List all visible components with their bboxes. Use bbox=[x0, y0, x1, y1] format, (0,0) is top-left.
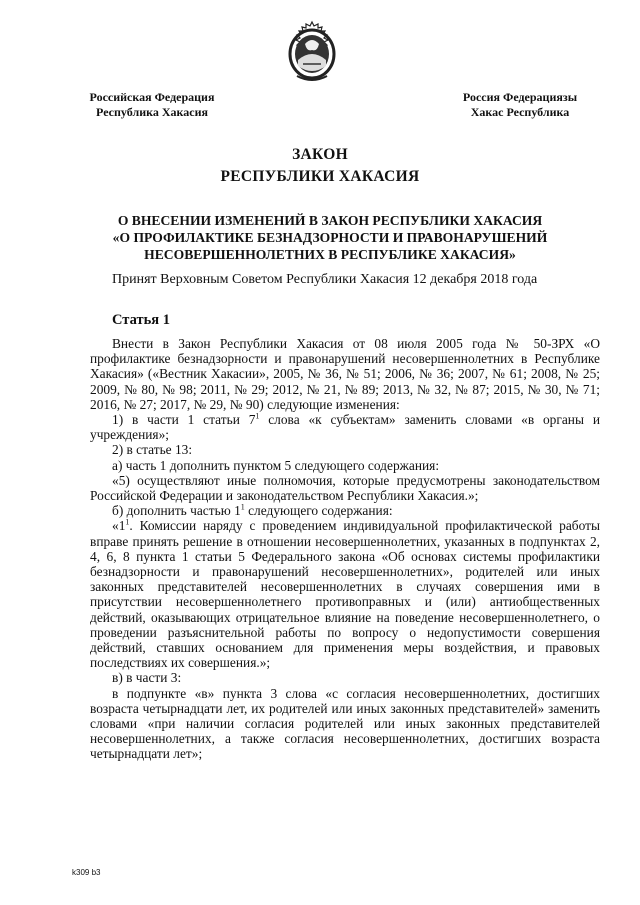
item-1-text-a: 1) в части 1 статьи 7 bbox=[112, 412, 256, 428]
header-left-line1: Российская Федерация bbox=[89, 90, 215, 104]
item-2b-text-a: б) дополнить частью 1 bbox=[112, 503, 241, 519]
header-right-line1: Россия Федерациязы bbox=[462, 90, 578, 104]
intro-paragraph: Внести в Закон Республики Хакасия от 08 июля 2005 года № 50-ЗРХ «О профилактике безнадзорности и правонарушений несовершеннолетних в Республике Хакасия» («Вестник Хакасии», 2005, № 36, № 51; 2006, № 36; 2007, № 61; 2008, № 25; 2009, № 80, № 98; 2011, № 29; 2012, № 21, № 89; 2013, № 32, № 87; 2015, № 30, № 71; 2016, № 27; 2017, № 29, № 90) следующие изменения: bbox=[90, 336, 600, 412]
header-left-line2: Республика Хакасия bbox=[96, 105, 208, 119]
title-line-3: НЕСОВЕРШЕННОЛЕТНИХ В РЕСПУБЛИКЕ ХАКАСИЯ» bbox=[144, 247, 516, 262]
law-subtitle: РЕСПУБЛИКИ ХАКАСИЯ bbox=[220, 168, 420, 185]
footer-code: k309 b3 bbox=[72, 868, 101, 877]
item-1 bbox=[90, 412, 600, 442]
header-left bbox=[72, 90, 232, 120]
item-2c: в) в части 3: bbox=[112, 670, 182, 686]
item-2b-body-sup: 1 bbox=[125, 517, 130, 527]
item-2b-body-a: «1 bbox=[112, 518, 126, 534]
law-title bbox=[80, 212, 580, 263]
law-label: ЗАКОН bbox=[292, 146, 348, 163]
item-2a-text: «5) осуществляют иные полномочия, которые предусмотрены законодательством Российской Федерации и законодательством Республики Хакасия.»; bbox=[90, 472, 600, 504]
header-right-line2: Хакас Республика bbox=[470, 105, 570, 119]
item-2b-text-b: следующего содержания: bbox=[244, 503, 393, 519]
item-2b-body-b: . Комиссии наряду с проведением индивидуальной профилактической работы вправе принять решение в отношении несовершеннолетних, указанных в подпунктах 2, 4, 6, 8 пункта 1 статьи 5 Федерального закона «Об основах системы профилактики безнадзорности и правонарушений несовершеннолетних», родителей или иных законных представителей несовершеннолетних в случаях совершения ими в присутствии несовершеннолетнего противоправных и (или) антиобщественных действий, оказывающих отрицательное влияние на поведение несовершеннолетнего, о проведении разъяснительной работы по вопросу о недопустимости совершения действий, ставших основанием для применения меры воздействия, и правовых последствиях их совершения.»; bbox=[90, 518, 600, 671]
article-heading: Статья 1 bbox=[112, 312, 170, 328]
item-2b bbox=[90, 503, 600, 518]
article-body bbox=[90, 336, 600, 762]
header-right bbox=[440, 90, 600, 120]
item-2: 2) в статье 13: bbox=[112, 442, 193, 458]
item-1-sup: 1 bbox=[255, 411, 260, 421]
item-2c-text: в подпункте «в» пункта 3 слова «с согласия несовершеннолетних, достигших возраста четырнадцати лет, их родителей или иных законных представителей» заменить словами «при наличии согласия родителей или иных законных представителей несовершеннолетних, а также согласия несовершеннолетних, достигших возраста четырнадцати лет»; bbox=[90, 685, 600, 762]
adoption-note: Принят Верховным Советом Республики Хакасия 12 декабря 2018 года bbox=[112, 272, 538, 287]
item-2a: а) часть 1 дополнить пунктом 5 следующего содержания: bbox=[112, 457, 440, 473]
title-line-2: «О ПРОФИЛАКТИКЕ БЕЗНАДЗОРНОСТИ И ПРАВОНАРУШЕНИЙ bbox=[112, 230, 548, 245]
item-2b-sup: 1 bbox=[240, 502, 245, 512]
title-line-1: О ВНЕСЕНИИ ИЗМЕНЕНИЙ В ЗАКОН РЕСПУБЛИКИ ХАКАСИЯ bbox=[117, 213, 543, 228]
coat-of-arms-emblem bbox=[283, 20, 341, 84]
item-2b-text bbox=[90, 518, 600, 670]
item-1-text-b: слова «к субъектам» заменить словами «в органы и учреждения»; bbox=[90, 412, 600, 443]
